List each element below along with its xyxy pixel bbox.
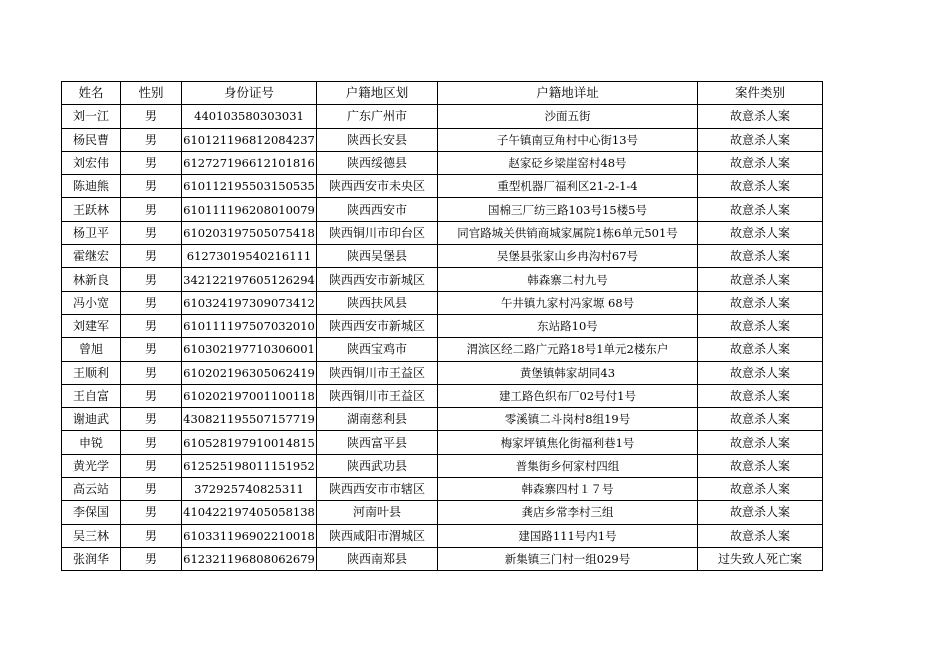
table-row — [62, 291, 823, 314]
cell-case-type: 故意杀人案 — [698, 431, 823, 454]
cell-gender: 男 — [121, 361, 182, 384]
cell-name: 杨卫平 — [62, 221, 121, 244]
cell-name: 冯小宽 — [62, 291, 121, 314]
cell-id: 610302197710306001 — [182, 338, 317, 361]
cell-region: 陕西铜川市王益区 — [317, 361, 438, 384]
cell-detail: 渭滨区经二路广元路18号1单元2楼东户 — [438, 338, 698, 361]
cell-gender: 男 — [121, 547, 182, 570]
cell-id: 610331196902210018 — [182, 524, 317, 547]
cell-case-type: 故意杀人案 — [698, 478, 823, 501]
cell-region: 陕西富平县 — [317, 431, 438, 454]
cell-detail: 赵家砭乡梁崖窑村48号 — [438, 151, 698, 174]
cell-detail: 普集街乡何家村四组 — [438, 454, 698, 477]
cell-gender: 男 — [121, 431, 182, 454]
cell-case-type: 故意杀人案 — [698, 338, 823, 361]
table-row — [62, 338, 823, 361]
cell-gender: 男 — [121, 198, 182, 221]
cell-region: 陕西西安市未央区 — [317, 175, 438, 198]
cell-case-type: 故意杀人案 — [698, 408, 823, 431]
cell-region: 河南叶县 — [317, 501, 438, 524]
table-row — [62, 221, 823, 244]
table-row — [62, 268, 823, 291]
cell-gender: 男 — [121, 524, 182, 547]
cell-name: 张润华 — [62, 547, 121, 570]
cell-name: 李保国 — [62, 501, 121, 524]
cell-name: 刘一江 — [62, 105, 121, 128]
cell-case-type: 故意杀人案 — [698, 151, 823, 174]
cell-id: 612525198011151952 — [182, 454, 317, 477]
cell-id: 610202197001100118 — [182, 384, 317, 407]
cell-gender: 男 — [121, 338, 182, 361]
table-row — [62, 245, 823, 268]
cell-name: 王跃林 — [62, 198, 121, 221]
cell-name: 谢迪武 — [62, 408, 121, 431]
cell-id: 612321196808062679 — [182, 547, 317, 570]
table-row — [62, 361, 823, 384]
cell-gender: 男 — [121, 478, 182, 501]
cell-region: 陕西绥德县 — [317, 151, 438, 174]
cell-case-type: 故意杀人案 — [698, 501, 823, 524]
cell-region: 陕西长安县 — [317, 128, 438, 151]
cell-case-type: 故意杀人案 — [698, 524, 823, 547]
cell-name: 高云站 — [62, 478, 121, 501]
cell-id: 610111197507032010 — [182, 314, 317, 337]
cell-gender: 男 — [121, 291, 182, 314]
cell-region: 湖南慈利县 — [317, 408, 438, 431]
cell-gender: 男 — [121, 501, 182, 524]
table-row — [62, 547, 823, 570]
cell-case-type: 故意杀人案 — [698, 175, 823, 198]
cell-name: 曾旭 — [62, 338, 121, 361]
cell-id: 430821195507157719 — [182, 408, 317, 431]
cell-region: 陕西铜川市印台区 — [317, 221, 438, 244]
cell-name: 申锐 — [62, 431, 121, 454]
cell-region: 陕西扶风县 — [317, 291, 438, 314]
cell-id: 610112195503150535 — [182, 175, 317, 198]
cell-gender: 男 — [121, 384, 182, 407]
cell-detail: 子午镇南豆角村中心街13号 — [438, 128, 698, 151]
cell-detail: 吴堡县张家山乡冉沟村67号 — [438, 245, 698, 268]
cell-region: 陕西南郑县 — [317, 547, 438, 570]
cell-name: 刘宏伟 — [62, 151, 121, 174]
cell-gender: 男 — [121, 408, 182, 431]
table-row — [62, 408, 823, 431]
table-row — [62, 384, 823, 407]
table-row — [62, 128, 823, 151]
cell-name: 王顺利 — [62, 361, 121, 384]
header-id-number: 身份证号 — [182, 82, 317, 105]
header-gender: 性别 — [121, 82, 182, 105]
cell-case-type: 故意杀人案 — [698, 105, 823, 128]
header-household-region: 户籍地区划 — [317, 82, 438, 105]
cell-name: 吴三林 — [62, 524, 121, 547]
cell-gender: 男 — [121, 245, 182, 268]
cell-detail: 重型机器厂福利区21-2-1-4 — [438, 175, 698, 198]
header-household-address: 户籍地详址 — [438, 82, 698, 105]
table-row — [62, 501, 823, 524]
table-row — [62, 105, 823, 128]
header-row — [62, 82, 823, 105]
cell-id: 610202196305062419 — [182, 361, 317, 384]
table-body — [62, 105, 823, 571]
cell-detail: 韩森寨二村九号 — [438, 268, 698, 291]
table-row — [62, 314, 823, 337]
cell-region: 陕西武功县 — [317, 454, 438, 477]
case-records-table — [61, 81, 823, 571]
table-row — [62, 198, 823, 221]
cell-gender: 男 — [121, 454, 182, 477]
cell-region: 陕西西安市新城区 — [317, 268, 438, 291]
cell-gender: 男 — [121, 221, 182, 244]
cell-case-type: 故意杀人案 — [698, 454, 823, 477]
cell-detail: 梅家坪镇焦化街福利巷1号 — [438, 431, 698, 454]
cell-id: 610121196812084237 — [182, 128, 317, 151]
cell-id: 612727196612101816 — [182, 151, 317, 174]
cell-case-type: 故意杀人案 — [698, 268, 823, 291]
cell-region: 陕西吴堡县 — [317, 245, 438, 268]
cell-case-type: 故意杀人案 — [698, 245, 823, 268]
cell-id: 610528197910014815 — [182, 431, 317, 454]
cell-detail: 同官路城关供销商城家属院1栋6单元501号 — [438, 221, 698, 244]
cell-name: 黄光学 — [62, 454, 121, 477]
header-name: 姓名 — [62, 82, 121, 105]
table-row — [62, 431, 823, 454]
cell-case-type: 过失致人死亡案 — [698, 547, 823, 570]
cell-case-type: 故意杀人案 — [698, 314, 823, 337]
cell-case-type: 故意杀人案 — [698, 361, 823, 384]
table-row — [62, 478, 823, 501]
cell-gender: 男 — [121, 314, 182, 337]
cell-gender: 男 — [121, 268, 182, 291]
cell-id: 610324197309073412 — [182, 291, 317, 314]
cell-detail: 午井镇九家村冯家塬 68号 — [438, 291, 698, 314]
table-row — [62, 175, 823, 198]
table-row — [62, 454, 823, 477]
cell-id: 440103580303031 — [182, 105, 317, 128]
cell-case-type: 故意杀人案 — [698, 221, 823, 244]
cell-id: 342122197605126294 — [182, 268, 317, 291]
cell-region: 广东广州市 — [317, 105, 438, 128]
cell-name: 林新良 — [62, 268, 121, 291]
cell-gender: 男 — [121, 105, 182, 128]
cell-detail: 建工路色织布厂02号付1号 — [438, 384, 698, 407]
cell-detail: 沙面五街 — [438, 105, 698, 128]
cell-id: 372925740825311 — [182, 478, 317, 501]
cell-id: 61273019540216111 — [182, 245, 317, 268]
cell-detail: 新集镇三门村一组029号 — [438, 547, 698, 570]
cell-region: 陕西西安市市辖区 — [317, 478, 438, 501]
cell-id: 410422197405058138 — [182, 501, 317, 524]
header-case-type: 案件类别 — [698, 82, 823, 105]
cell-name: 杨民曹 — [62, 128, 121, 151]
table-row — [62, 151, 823, 174]
cell-detail: 国棉三厂纺三路103号15楼5号 — [438, 198, 698, 221]
cell-detail: 东站路10号 — [438, 314, 698, 337]
cell-case-type: 故意杀人案 — [698, 198, 823, 221]
cell-gender: 男 — [121, 128, 182, 151]
cell-region: 陕西宝鸡市 — [317, 338, 438, 361]
cell-name: 王自富 — [62, 384, 121, 407]
cell-case-type: 故意杀人案 — [698, 128, 823, 151]
cell-gender: 男 — [121, 175, 182, 198]
cell-case-type: 故意杀人案 — [698, 291, 823, 314]
cell-detail: 建国路111号内1号 — [438, 524, 698, 547]
cell-case-type: 故意杀人案 — [698, 384, 823, 407]
cell-detail: 零溪镇二斗岗村8组19号 — [438, 408, 698, 431]
cell-detail: 黄堡镇韩家胡同43 — [438, 361, 698, 384]
cell-name: 陈迪熊 — [62, 175, 121, 198]
cell-gender: 男 — [121, 151, 182, 174]
cell-region: 陕西咸阳市渭城区 — [317, 524, 438, 547]
cell-name: 刘建军 — [62, 314, 121, 337]
cell-detail: 韩森寨四村１７号 — [438, 478, 698, 501]
cell-id: 610203197505075418 — [182, 221, 317, 244]
cell-region: 陕西西安市 — [317, 198, 438, 221]
cell-id: 610111196208010079 — [182, 198, 317, 221]
cell-detail: 龚店乡常李村三组 — [438, 501, 698, 524]
cell-name: 霍继宏 — [62, 245, 121, 268]
cell-region: 陕西铜川市王益区 — [317, 384, 438, 407]
cell-region: 陕西西安市新城区 — [317, 314, 438, 337]
table-row — [62, 524, 823, 547]
